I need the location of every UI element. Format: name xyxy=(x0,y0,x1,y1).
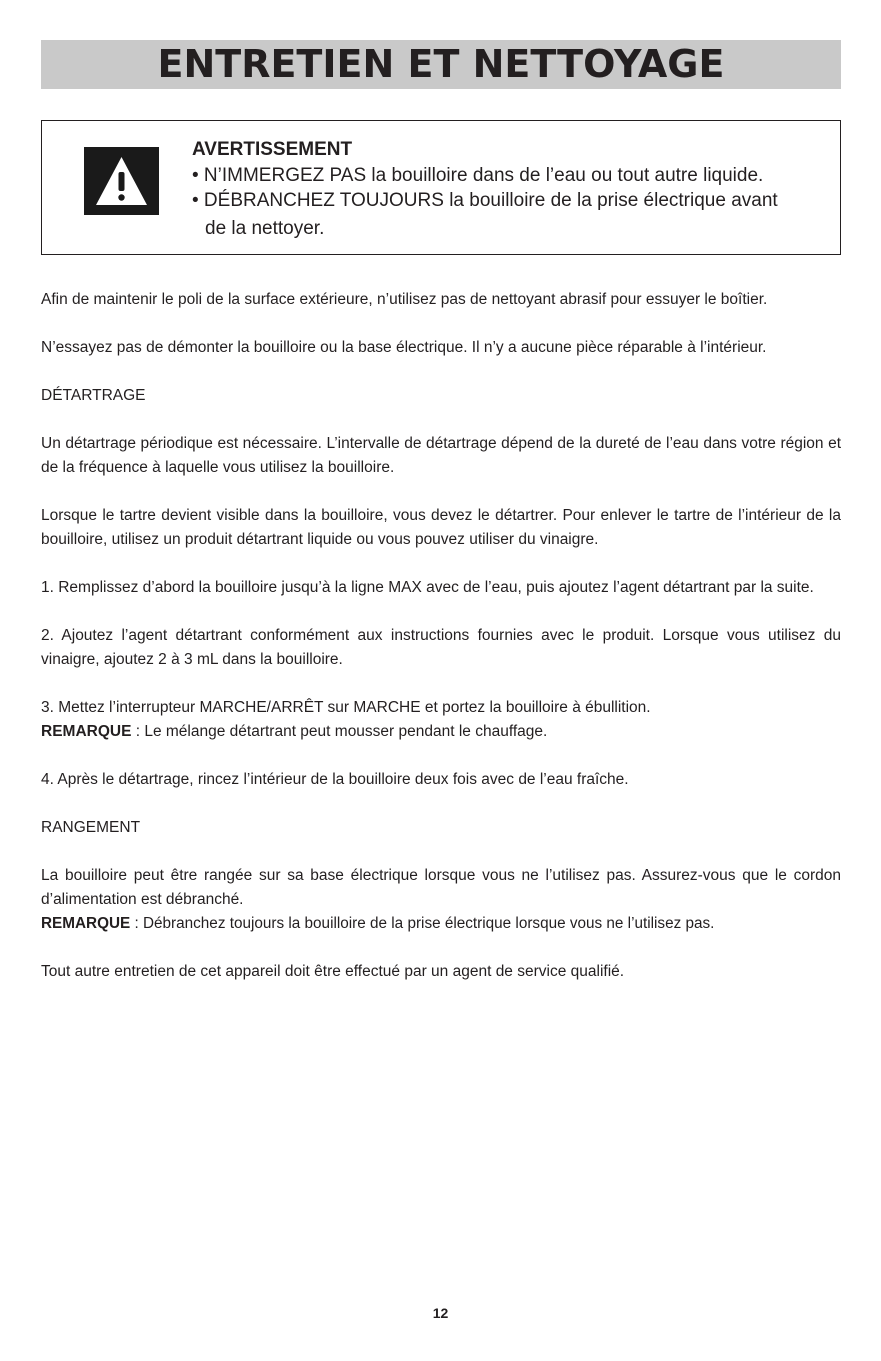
page-title: ENTRETIEN ET NETTOYAGE xyxy=(41,40,841,89)
note-unplug xyxy=(41,912,841,936)
warning-line-unplug-cont: de la nettoyer. xyxy=(205,218,325,239)
warning-triangle-icon xyxy=(84,147,159,215)
step-3: 3. Mettez l’interrupteur MARCHE/ARRÊT sur MARCHE et portez la bouilloire à ébullition. xyxy=(41,699,651,716)
paragraph-disassemble: N’essayez pas de démonter la bouilloire ou la base électrique. Il n’y a aucune pièce réparable à l’intérieur. xyxy=(41,339,767,356)
paragraph-polish: Afin de maintenir le poli de la surface extérieure, n’utilisez pas de nettoyant abrasif pour essuyer le boîtier. xyxy=(41,291,768,308)
warning-line-unplug: • DÉBRANCHEZ TOUJOURS la bouilloire de la prise électrique avant xyxy=(192,190,778,211)
note-label: REMARQUE xyxy=(41,723,132,740)
warning-box xyxy=(41,120,841,255)
paragraph-storage: La bouilloire peut être rangée sur sa base électrique lorsque vous ne l’utilisez pas. Assurez-vous que le cordon d’alimentation est débranché. xyxy=(41,867,841,908)
page-number: 12 xyxy=(432,1305,449,1321)
step-1: 1. Remplissez d’abord la bouilloire jusqu’à la ligne MAX avec de l’eau, puis ajoutez l’agent détartrant par la suite. xyxy=(41,579,814,596)
body-text xyxy=(41,288,841,1008)
paragraph-descaling-interval: Un détartrage périodique est nécessaire. L’intervalle de détartrage dépend de la dureté de l’eau dans votre région et de la fréquence à laquelle vous utilisez la bouilloire. xyxy=(41,435,841,476)
warning-heading: AVERTISSEMENT xyxy=(192,139,353,160)
note-foam xyxy=(41,720,841,744)
section-heading-descaling: DÉTARTRAGE xyxy=(41,387,146,404)
section-heading-storage: RANGEMENT xyxy=(41,819,141,836)
warning-line-immerse: • N’IMMERGEZ PAS la bouilloire dans de l’eau ou tout autre liquide. xyxy=(192,165,764,186)
paragraph-scale-visible: Lorsque le tartre devient visible dans la bouilloire, vous devez le détartrer. Pour enlever le tartre de l’intérieur de la bouilloire, utilisez un produit détartrant liquide ou vous pouvez utiliser du vinaigre. xyxy=(41,507,841,548)
step-4: 4. Après le détartrage, rincez l’intérieur de la bouilloire deux fois avec de l’eau fraîche. xyxy=(41,771,629,788)
note-text: : Le mélange détartrant peut mousser pendant le chauffage. xyxy=(131,723,548,740)
paragraph-service: Tout autre entretien de cet appareil doit être effectué par un agent de service qualifié. xyxy=(41,963,625,980)
note-label: REMARQUE xyxy=(41,915,131,932)
note-text: : Débranchez toujours la bouilloire de la prise électrique lorsque vous ne l’utilisez pas. xyxy=(130,915,715,932)
step-2: 2. Ajoutez l’agent détartrant conformément aux instructions fournies avec le produit. Lorsque vous utilisez du vinaigre, ajoutez 2 à 3 mL dans la bouilloire. xyxy=(41,627,841,668)
